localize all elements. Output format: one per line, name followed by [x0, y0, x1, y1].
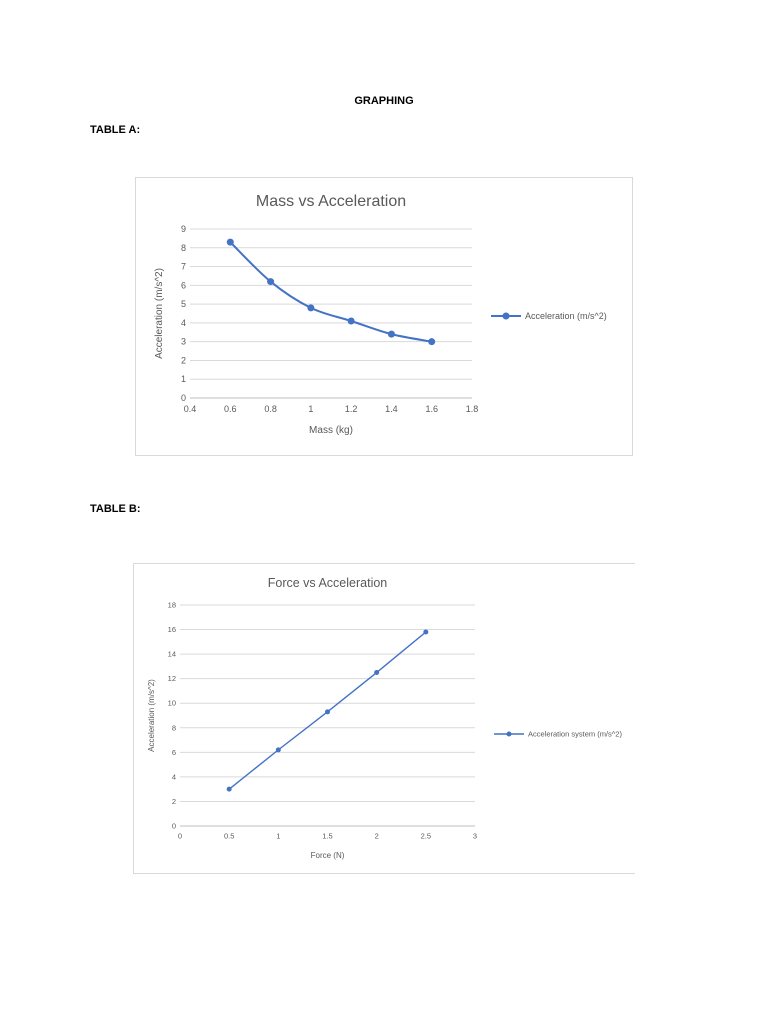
x-axis-label: Mass (kg) [309, 425, 353, 436]
chart-mass-vs-acceleration [135, 177, 633, 456]
table-a-label: TABLE A: [90, 124, 141, 136]
x-tick-label: 0.5 [223, 831, 235, 841]
x-tick-label: 0.6 [224, 404, 237, 414]
y-tick-label: 2 [180, 355, 186, 366]
y-tick-label: 0 [180, 393, 186, 403]
x-tick-label: 1.8 [465, 404, 479, 414]
data-point [325, 709, 330, 714]
y-tick-label: 12 [167, 674, 176, 684]
y-tick-label: 10 [167, 698, 176, 708]
x-tick-label: 2 [374, 831, 379, 841]
y-tick-label: 8 [171, 723, 176, 733]
table-b-label: TABLE B: [90, 503, 141, 515]
y-tick-label: 9 [180, 224, 186, 234]
x-tick-label: 0.4 [183, 404, 197, 414]
data-point [348, 318, 355, 325]
x-tick-label: 1 [276, 831, 281, 841]
chart-force-vs-acceleration [133, 563, 635, 874]
x-tick-label: 1.2 [344, 404, 358, 414]
y-tick-label: 2 [171, 796, 176, 806]
page-title: GRAPHING [354, 95, 414, 107]
x-tick-label: 0.8 [264, 404, 277, 414]
x-tick-label: 1.4 [385, 404, 398, 414]
x-tick-label: 3 [472, 831, 478, 841]
chart-title: Mass vs Acceleration [255, 193, 407, 210]
y-tick-label: 4 [180, 317, 186, 328]
data-point [227, 787, 232, 792]
legend-marker [507, 732, 512, 737]
data-point [267, 278, 274, 285]
data-point [428, 338, 435, 345]
y-axis-label: Acceleration (m/s^2) [154, 268, 165, 359]
x-tick-label: 1.6 [425, 404, 438, 414]
data-point [227, 239, 234, 246]
legend-marker [503, 313, 510, 320]
y-tick-label: 14 [167, 649, 176, 659]
x-tick-label: 0 [177, 831, 183, 841]
y-tick-label: 0 [171, 821, 176, 831]
y-tick-label: 8 [180, 242, 186, 253]
legend-label: Acceleration (m/s^2) [525, 311, 607, 321]
x-axis-label: Force (N) [310, 851, 345, 860]
series-line [230, 242, 431, 342]
data-point [276, 747, 281, 752]
legend-label: Acceleration system (m/s^2) [528, 729, 622, 739]
y-tick-label: 1 [180, 374, 186, 385]
x-tick-label: 1.5 [322, 831, 333, 841]
y-tick-label: 4 [171, 772, 176, 782]
y-tick-label: 7 [180, 261, 186, 272]
y-tick-label: 6 [171, 747, 176, 757]
chart-mass-vs-acceleration-svg [136, 178, 632, 455]
y-tick-label: 6 [180, 280, 186, 291]
y-tick-label: 18 [167, 600, 176, 610]
data-point [423, 630, 428, 635]
y-tick-label: 16 [167, 625, 176, 635]
x-tick-label: 2.5 [420, 831, 432, 841]
y-axis-label: Acceleration (m/s^2) [147, 679, 156, 752]
x-tick-label: 1 [308, 404, 314, 414]
chart-title: Force vs Acceleration [267, 576, 388, 590]
y-tick-label: 3 [180, 336, 186, 347]
y-tick-label: 5 [180, 299, 186, 310]
data-point [388, 331, 395, 338]
data-point [374, 670, 379, 675]
data-point [307, 304, 314, 311]
chart-force-vs-acceleration-svg [134, 564, 634, 873]
